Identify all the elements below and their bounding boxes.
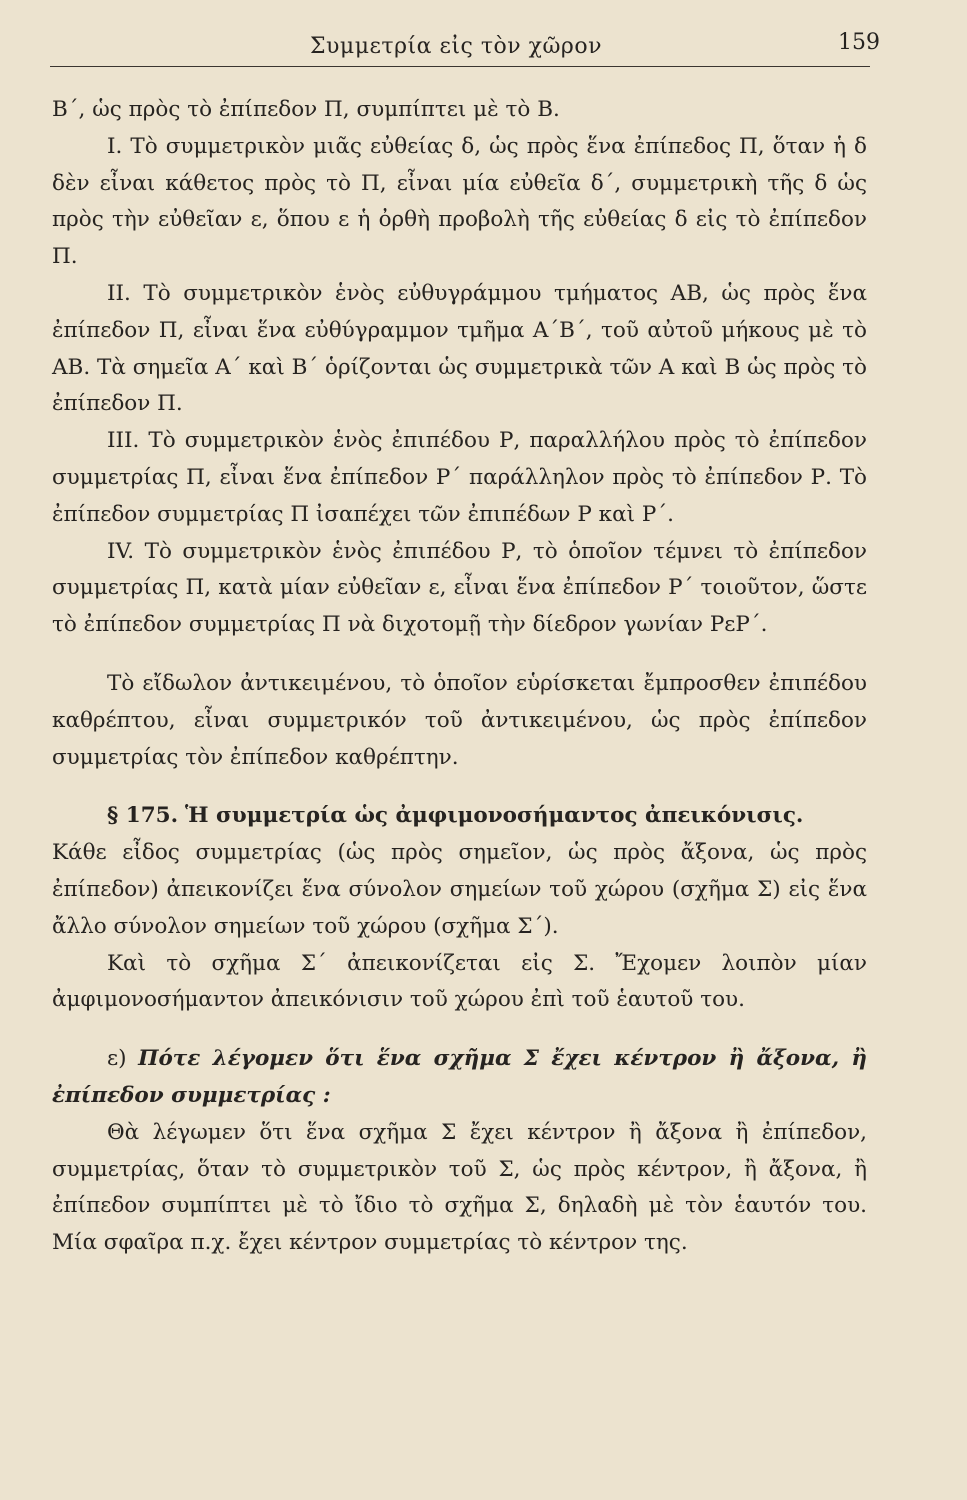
paragraph-rule-4: IV. Τὸ συμμετρικὸν ἑνὸς ἐπιπέδου Ρ, τὸ ὁποῖον τέμνει τὸ ἐπίπεδον συμμετρίας Π, κατὰ μίαν εὐθεῖαν ε, εἶναι ἕνα ἐπίπεδον Ρ΄ τοιοῦτον, ὥστε τὸ ἐπίπεδον συμμετρίας Π νὰ διχοτομῇ τὴν δίεδρον γωνίαν ΡεΡ΄. bbox=[52, 538, 867, 638]
question-text: Πότε λέγομεν ὅτι ἕνα σχῆμα Σ ἔχει κέντρον ἢ ἄξονα, ἢ ἐπίπεδον συμμετρίας : bbox=[52, 1046, 867, 1108]
paragraph-mapping: Κάθε εἶδος συμμετρίας (ὡς πρὸς σημεῖον, ὡς πρὸς ἄξονα, ὡς πρὸς ἐπίπεδον) ἀπεικονίζει ἕνα σύνολον σημείων τοῦ χώρου (σχῆμα Σ) εἰς ἕνα ἄλλο σύνολον σημείων τοῦ χώρου (σχῆμα Σ΄). bbox=[52, 840, 867, 939]
paragraph-rule-3: III. Τὸ συμμετρικὸν ἑνὸς ἐπιπέδου Ρ, παραλλήλου πρὸς τὸ ἐπίπεδον συμμετρίας Π, εἶναι ἕνα ἐπίπεδον Ρ΄ παράλληλον πρὸς τὸ ἐπίπεδον Ρ. Τὸ ἐπίπεδον συμμετρίας Π ἰσαπέχει τῶν ἐπιπέδων Ρ καὶ Ρ΄. bbox=[52, 428, 867, 527]
paragraph-rule-1: I. Τὸ συμμετρικὸν μιᾶς εὐθείας δ, ὡς πρὸς ἕνα ἐπίπεδος Π, ὅταν ἡ δ δὲν εἶναι κάθετος πρὸς τὸ Π, εἶναι μία εὐθεῖα δ΄, συμμετρικὴ τῆς δ ὡς πρὸς τὴν εὐθεῖαν ε, ὅπου ε ἡ ὀρθὴ προβολὴ τῆς εὐθείας δ εἰς τὸ ἐπίπεδον Π. bbox=[52, 133, 867, 270]
section-number: § 175. bbox=[107, 803, 179, 829]
page-number: 159 bbox=[838, 30, 880, 55]
page-body bbox=[52, 92, 867, 1262]
spacer bbox=[52, 776, 867, 798]
spacer bbox=[52, 1019, 867, 1041]
spacer bbox=[52, 644, 867, 666]
header-rule bbox=[50, 66, 870, 67]
paragraph-answer: Θὰ λέγωμεν ὅτι ἕνα σχῆμα Σ ἔχει κέντρον ἢ ἄξονα ἢ ἐπίπεδον, συμμετρίας, ὅταν τὸ συμμετρικὸν τοῦ Σ, ὡς πρὸς κέντρον, ἢ ἄξονα, ἢ ἐπίπεδον συμπίπτει μὲ τὸ ἴδιο τὸ σχῆμα Σ, δηλαδὴ μὲ τὸν ἑαυτόν του. Μία σφαῖρα π.χ. ἔχει κέντρον συμμετρίας τὸ κέντρον της. bbox=[52, 1119, 867, 1256]
question-heading bbox=[52, 1041, 867, 1115]
section-heading bbox=[52, 798, 867, 835]
paragraph-mirror: Τὸ εἴδωλον ἀντικειμένου, τὸ ὁποῖον εὑρίσκεται ἔμπροσθεν ἐπιπέδου καθρέπτου, εἶναι συμμετρικόν τοῦ ἀντικειμένου, ὡς πρὸς ἐπίπεδον συμμετρίας τὸν ἐπίπεδον καθρέπτην. bbox=[52, 670, 867, 770]
question-label: ε) bbox=[107, 1046, 127, 1072]
paragraph-continuation: Β΄, ὡς πρὸς τὸ ἐπίπεδον Π, συμπίπτει μὲ τὸ Β. bbox=[52, 97, 560, 122]
paragraph-rule-2: II. Τὸ συμμετρικὸν ἑνὸς εὐθυγράμμου τμήματος ΑΒ, ὡς πρὸς ἕνα ἐπίπεδον Π, εἶναι ἕνα εὐθύγραμμον τμῆμα Α΄Β΄, τοῦ αὐτοῦ μήκους μὲ τὸ ΑΒ. Τὰ σημεῖα Α΄ καὶ Β΄ ὁρίζονται ὡς συμμετρικὰ τῶν Α καὶ Β ὡς πρὸς τὸ ἐπίπεδον Π. bbox=[52, 280, 867, 417]
paragraph-bijection: Καὶ τὸ σχῆμα Σ΄ ἀπεικονίζεται εἰς Σ. Ἔχομεν λοιπὸν μίαν ἀμφιμονοσήμαντον ἀπεικόνισιν τοῦ χώρου ἐπὶ τοῦ ἑαυτοῦ του. bbox=[52, 950, 867, 1013]
section-title: Ἡ συμμετρία ὡς ἀμφιμονοσήμαντος ἀπεικόνισις. bbox=[184, 803, 804, 829]
running-title: Συμμετρία εἰς τὸν χῶρον bbox=[310, 34, 602, 59]
